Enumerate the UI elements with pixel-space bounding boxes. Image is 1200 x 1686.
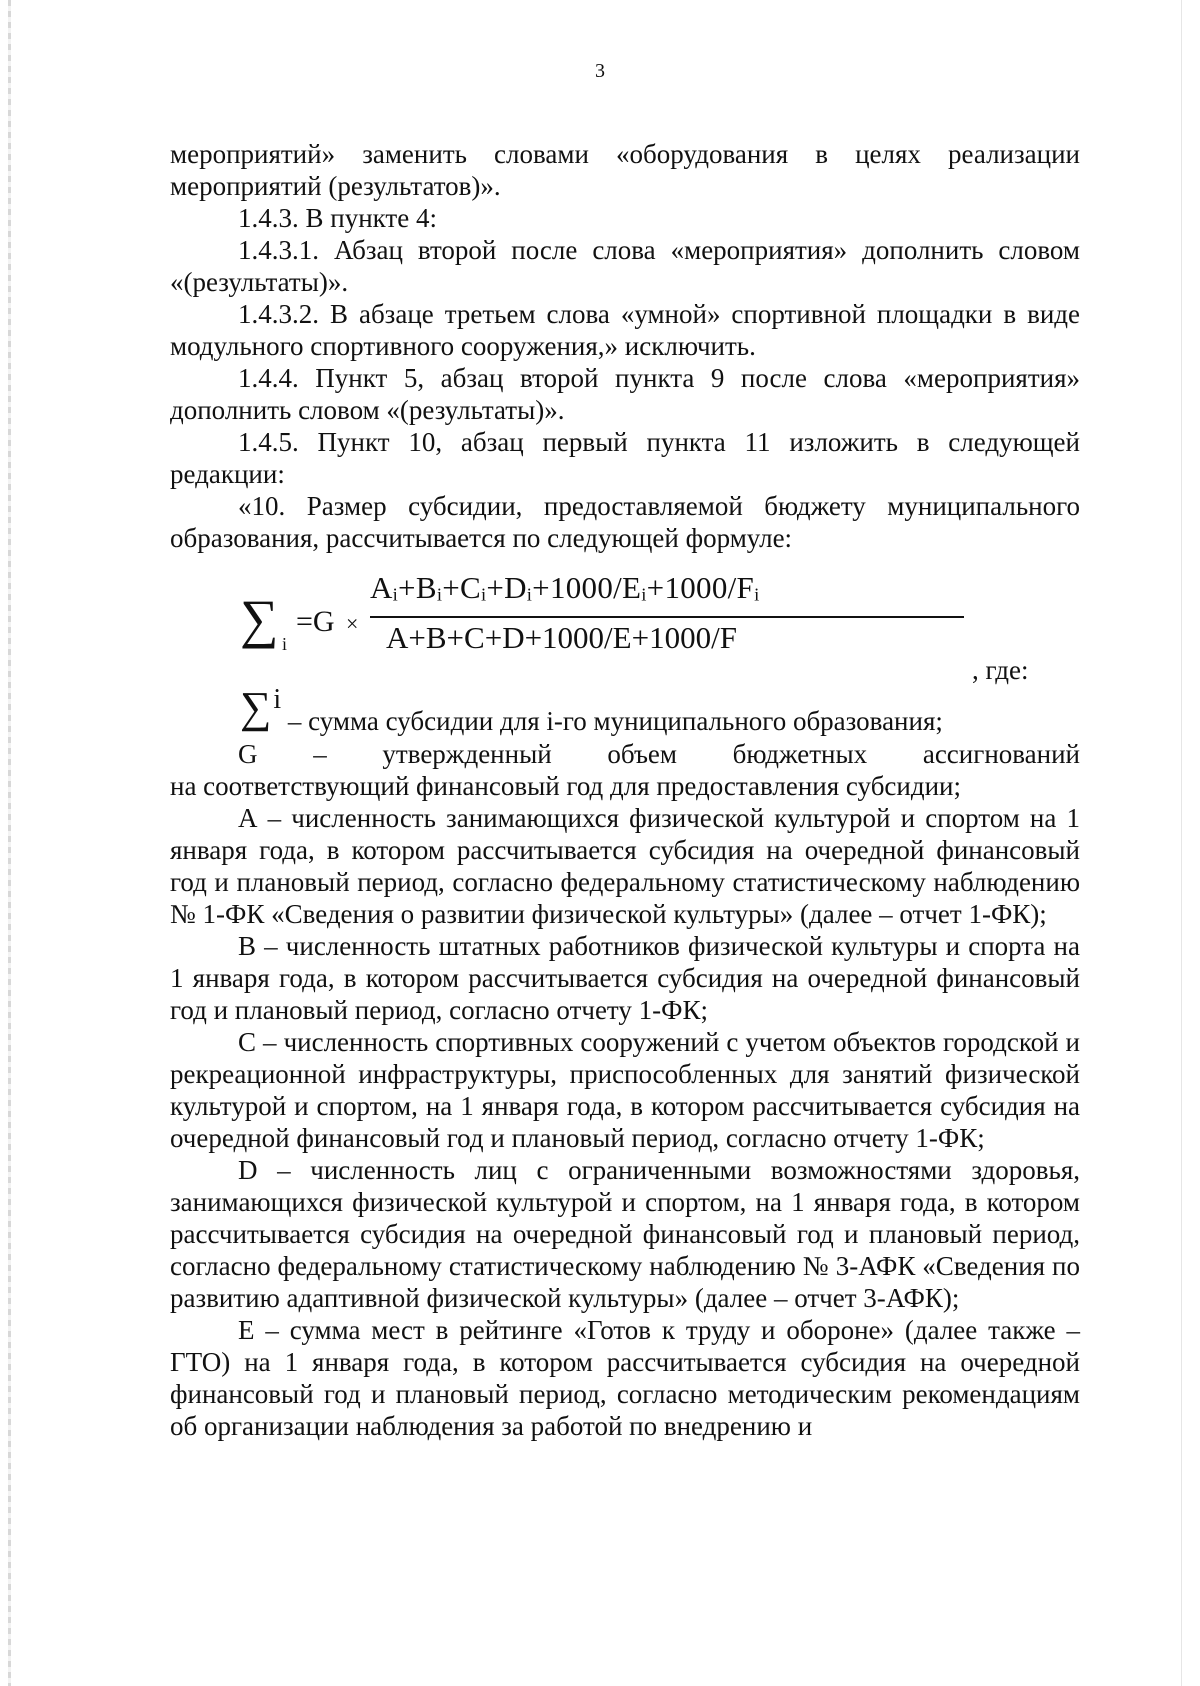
scan-edge-left: [8, 0, 11, 1686]
definition-a: А – численность занимающихся физической культурой и спортом на 1 января года, в котором рассчитывается субсидия на очередной финансовый год и плановый период, согласно федеральному статистическому наблюдению № 1-ФК «Сведения о развитии физической культуры» (далее – отчет 1-ФК);: [170, 803, 1080, 929]
paragraph-1-4-4: 1.4.4. Пункт 5, абзац второй пункта 9 после слова «мероприятия» дополнить словом «(результаты)».: [170, 363, 1080, 425]
formula-numerator: Aᵢ+Bᵢ+Cᵢ+Dᵢ+1000/Eᵢ+1000/Fᵢ: [370, 570, 760, 605]
definition-c: С – численность спортивных сооружений с учетом объектов городской и рекреационной инфраструктуры, приспособленных для занятий физической культурой и спортом, на 1 января года, в котором рассчитывается субсидия на очередной финансовый год и плановый период, согласно отчету 1-ФК;: [170, 1027, 1080, 1153]
definition-sigma-symbol: ∑: [240, 683, 272, 732]
paragraph-point-10: «10. Размер субсидии, предоставляемой бюджету муниципального образования, рассчитывается по следующей формуле:: [170, 491, 1080, 553]
formula-where: , где:: [972, 655, 1029, 685]
definition-g-line1: G – утвержденный объем бюджетных ассигнований: [238, 739, 1080, 769]
definition-sigma-index: i: [273, 684, 282, 715]
paragraph-1-4-3: 1.4.3. В пункте 4:: [238, 203, 437, 233]
formula-denominator: A+B+C+D+1000/E+1000/F: [386, 620, 737, 655]
definition-b: В – численность штатных работников физической культуры и спорта на 1 января года, в котором рассчитывается субсидия на очередной финансовый год и плановый период, согласно отчету 1-ФК;: [170, 931, 1080, 1025]
document-body: [170, 138, 1080, 1442]
formula-sigma: ∑: [240, 589, 279, 649]
formula-fraction-bar: [370, 616, 964, 618]
paragraph-continuation: мероприятий» заменить словами «оборудования в целях реализации мероприятий (результатов)».: [170, 139, 1080, 201]
scan-edge-right: [1181, 0, 1182, 1686]
formula-equals-g: =G: [296, 605, 335, 638]
definition-sigma-text: – сумма субсидии для i-го муниципального образования;: [287, 706, 943, 736]
subsidy-formula: [170, 568, 1080, 696]
paragraph-1-4-5: 1.4.5. Пункт 10, абзац первый пункта 11 изложить в следующей редакции:: [170, 427, 1080, 489]
paragraph-1-4-3-1: 1.4.3.1. Абзац второй после слова «мероприятия» дополнить словом «(результаты)».: [170, 235, 1080, 297]
definition-d: D – численность лиц с ограниченными возможностями здоровья, занимающихся физической культурой и спортом, на 1 января года, в котором рассчитывается субсидия на очередной финансовый год и плановый период, согласно федеральному статистическому наблюдению № 3-АФК «Сведения по развитию адаптивной физической культуры» (далее – отчет 3-АФК);: [170, 1155, 1080, 1313]
formula-sigma-index: i: [282, 634, 288, 654]
formula-times: ×: [346, 611, 359, 636]
page-number: 3: [595, 60, 605, 82]
definition-e: Е – сумма мест в рейтинге «Готов к труду и обороне» (далее также – ГТО) на 1 января года, в котором рассчитывается субсидия на очередной финансовый год и плановый период, согласно методическим рекомендациям об организации наблюдения за работой по внедрению и: [170, 1315, 1080, 1441]
definition-sigma: [170, 683, 1080, 738]
definition-g-line2: на соответствующий финансовый год для предоставления субсидии;: [170, 771, 962, 801]
paragraph-1-4-3-2: 1.4.3.2. В абзаце третьем слова «умной» спортивной площадки в виде модульного спортивного сооружения,» исключить.: [170, 299, 1080, 361]
